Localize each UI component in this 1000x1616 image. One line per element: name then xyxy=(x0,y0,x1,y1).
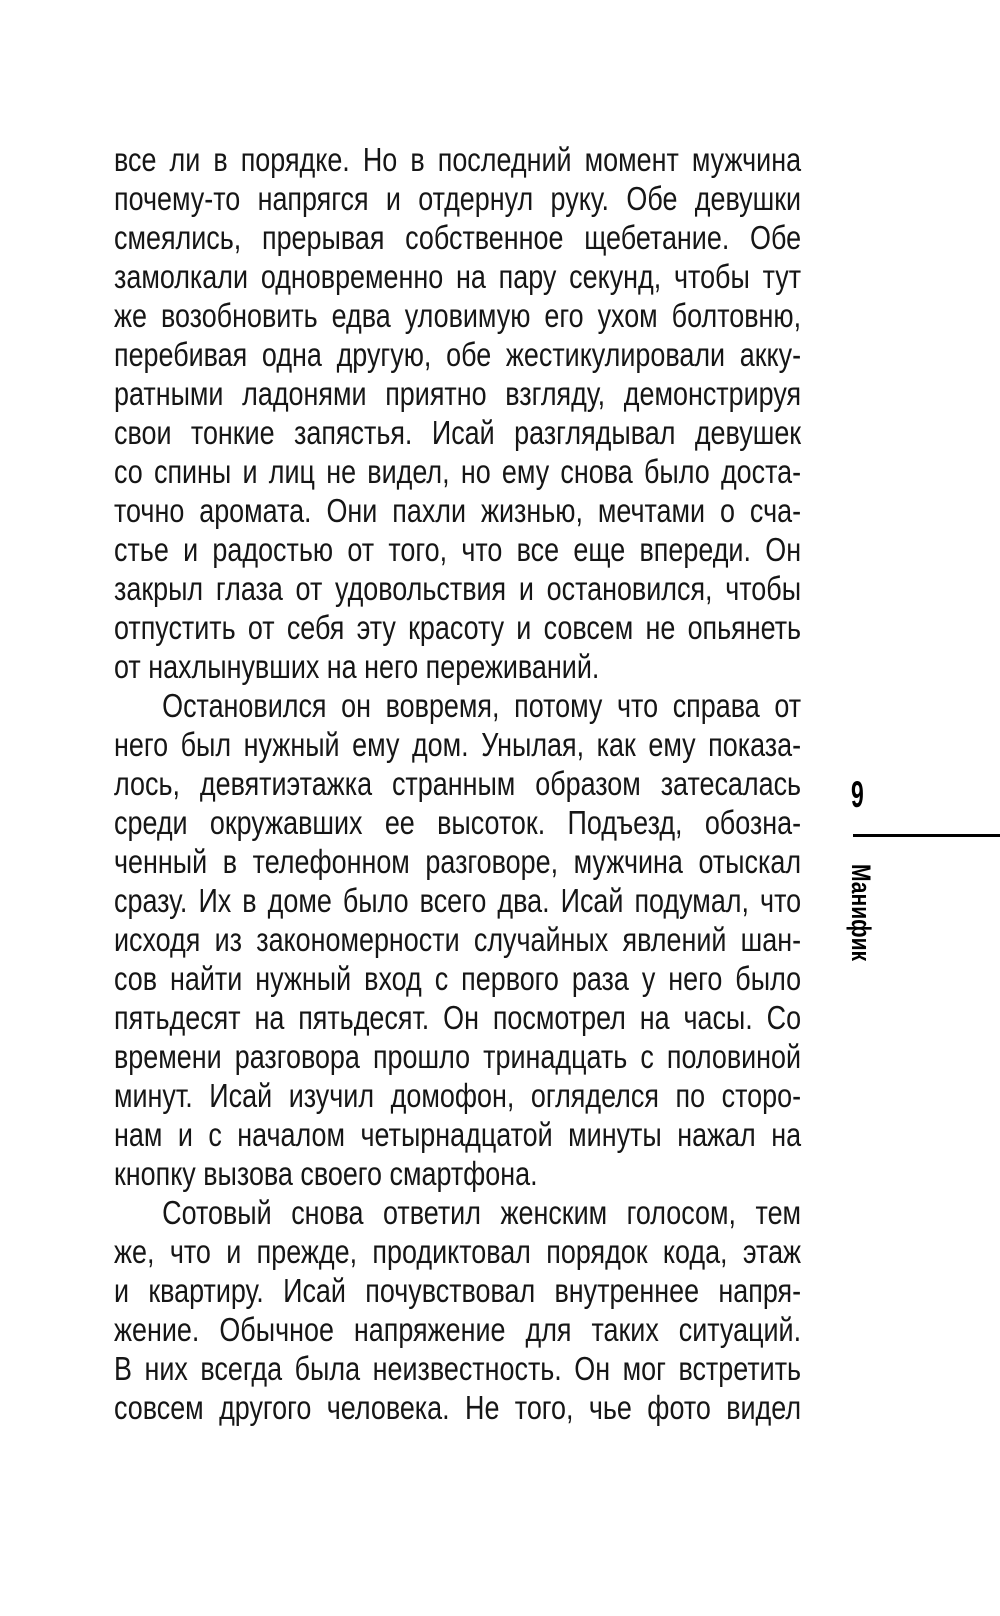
text-line: все ли в порядке. Но в последний момент мужчина xyxy=(114,141,802,178)
text-line: В них всегда была неизвестность. Он мог встретить xyxy=(114,1350,802,1387)
margin-divider-rule xyxy=(853,834,1000,837)
page-number: 9 xyxy=(851,774,864,815)
text-line: него был нужный ему дом. Унылая, как ему показа- xyxy=(114,726,802,763)
text-line: замолкали одновременно на пару секунд, чтобы тут xyxy=(114,258,802,295)
text-line: почему-то напрягся и отдернул руку. Обе девушки xyxy=(114,180,802,217)
text-line: сразу. Их в доме было всего два. Исай подумал, что xyxy=(114,882,802,919)
text-line: совсем другого человека. Не того, чье фото видел xyxy=(114,1389,802,1426)
text-line: нам и с началом четырнадцатой минуты нажал на xyxy=(114,1116,802,1153)
body-text xyxy=(114,140,801,1427)
text-line: точно аромата. Они пахли жизнью, мечтами о сча- xyxy=(114,492,802,529)
text-line: сов найти нужный вход с первого раза у него было xyxy=(114,960,802,997)
text-line: жение. Обычное напряжение для таких ситуаций. xyxy=(114,1311,802,1348)
text-line: и квартиру. Исай почувствовал внутреннее напря- xyxy=(114,1272,802,1309)
text-line: ченный в телефонном разговоре, мужчина отыскал xyxy=(114,843,802,880)
text-line: стье и радостью от того, что все еще впереди. Он xyxy=(114,531,802,568)
text-line: среди окружавших ее высоток. Подъезд, обозна- xyxy=(114,804,802,841)
text-line: кнопку вызова своего смартфона. xyxy=(114,1155,538,1192)
text-line: ратными ладонями приятно взгляду, демонстрируя xyxy=(114,375,802,412)
text-line: закрыл глаза от удовольствия и остановился, чтобы xyxy=(114,570,802,607)
text-line: же возобновить едва уловимую его ухом болтовню, xyxy=(114,297,802,334)
text-line: отпустить от себя эту красоту и совсем не опьянеть xyxy=(114,609,802,646)
text-line: смеялись, прерывая собственное щебетание. Обе xyxy=(114,219,802,256)
text-line: пятьдесят на пятьдесят. Он посмотрел на часы. Со xyxy=(114,999,802,1036)
text-line: Сотовый снова ответил женским голосом, тем xyxy=(162,1194,802,1231)
text-line: от нахлынувших на него переживаний. xyxy=(114,648,600,685)
text-line: времени разговора прошло тринадцать с половиной xyxy=(114,1038,802,1075)
text-line: лось, девятиэтажка странным образом затесалась xyxy=(114,765,802,802)
text-line: же, что и прежде, продиктовал порядок кода, этаж xyxy=(114,1233,802,1270)
text-line: со спины и лиц не видел, но ему снова было доста- xyxy=(114,453,802,490)
book-title-vertical: Манифик xyxy=(846,864,877,962)
text-line: Остановился он вовремя, потому что справа от xyxy=(162,687,802,724)
text-line: минут. Исай изучил домофон, огляделся по сторо- xyxy=(114,1077,802,1114)
text-line: исходя из закономерности случайных явлений шан- xyxy=(114,921,802,958)
text-line: свои тонкие запястья. Исай разглядывал девушек xyxy=(114,414,802,451)
text-line: перебивая одна другую, обе жестикулировали акку- xyxy=(114,336,802,373)
